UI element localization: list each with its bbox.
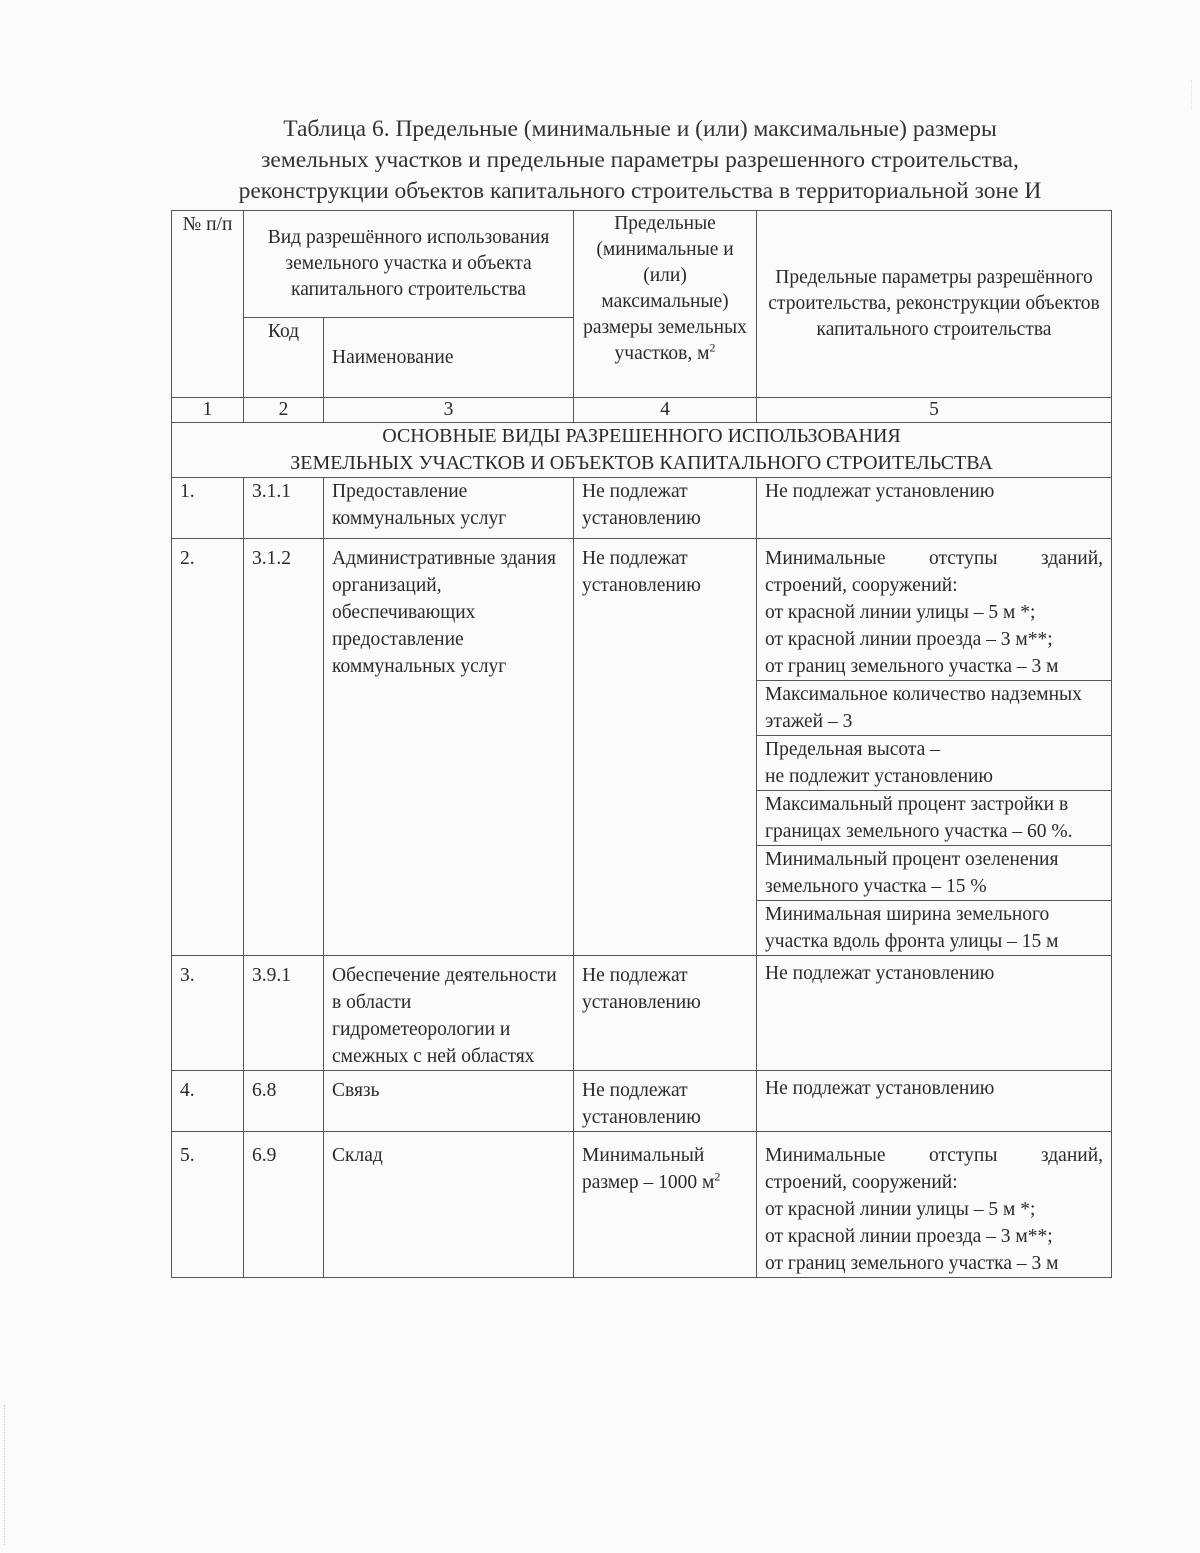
column-number: 3 [324,398,574,423]
row-params-setbacks [757,1132,1112,1278]
row-size: Не подлежат установлению [574,539,757,956]
section-title-line-1: ОСНОВНЫЕ ВИДЫ РАЗРЕШЕННОГО ИСПОЛЬЗОВАНИЯ [382,425,901,447]
column-number: 5 [757,398,1112,423]
row-size: Не подлежат установлению [574,1071,757,1132]
row-size-text: Минимальный размер – 1000 м [582,1145,715,1193]
header-vid: Вид разрешённого использования земельного участка и объекта капитального строительства [244,211,574,318]
header-num: № п/п [172,211,244,398]
column-numbers-row [172,398,1112,423]
table-row [172,1071,1112,1132]
row-name: Предоставление коммунальных услуг [324,478,574,539]
params-line: от красной линии улицы – 5 м *; [765,1199,1036,1220]
title-line-1: Таблица 6. Предельные (минимальные и (или) максимальные) размеры [283,116,997,142]
header-sizes-text: Предельные (минимальные и (или) максимальные) размеры земельных участков, м [583,213,747,364]
row-params-height [757,736,1112,791]
title-line-2: земельных участков и предельные параметры разрешенного строительства, [261,147,1019,173]
title-line-3: реконструкции объектов капитального строительства в территориальной зоне И [238,178,1042,204]
section-title-line-2: ЗЕМЕЛЬНЫХ УЧАСТКОВ И ОБЪЕКТОВ КАПИТАЛЬНОГО СТРОИТЕЛЬСТВА [290,452,993,474]
header-code: Код [244,317,324,397]
table-row [172,956,1112,1071]
header-sizes-sup: 2 [709,340,716,355]
zone-parameters-table [171,210,1112,1278]
row-code: 3.9.1 [244,956,324,1071]
params-line: от красной линии проезда – 3 м**; [765,629,1053,650]
row-code: 6.8 [244,1071,324,1132]
row-name: Административные здания организаций, обеспечивающих предоставление коммунальных услуг [324,539,574,956]
table-row [172,539,1112,681]
header-sizes [574,211,757,398]
section-row [172,423,1112,478]
params-line: не подлежит установлению [765,766,993,787]
params-line: от границ земельного участка – 3 м [765,1253,1059,1274]
params-line: от красной линии улицы – 5 м *; [765,602,1036,623]
row-code: 3.1.2 [244,539,324,956]
row-params: Не подлежат установлению [757,956,1112,1071]
table-row [172,1132,1112,1278]
header-params: Предельные параметры разрешённого строительства, реконструкции объектов капитального строительства [757,211,1112,398]
row-num: 5. [172,1132,244,1278]
params-line: от границ земельного участка – 3 м [765,656,1059,677]
row-params-width: Минимальная ширина земельного участка вдоль фронта улицы – 15 м [757,901,1112,956]
params-line: Минимальные отступы зданий, строений, сооружений: [765,1145,1104,1193]
row-code: 6.9 [244,1132,324,1278]
column-number: 4 [574,398,757,423]
row-size: Не подлежат установлению [574,478,757,539]
row-params-greenery: Минимальный процент озеленения земельного участка – 15 % [757,846,1112,901]
row-params-density: Максимальный процент застройки в границах земельного участка – 60 %. [757,791,1112,846]
row-name: Обеспечение деятельности в области гидрометеорологии и смежных с ней областях [324,956,574,1071]
column-number: 2 [244,398,324,423]
section-title [172,423,1112,478]
row-name: Связь [324,1071,574,1132]
row-num: 4. [172,1071,244,1132]
row-size: Не подлежат установлению [574,956,757,1071]
params-line: от красной линии проезда – 3 м**; [765,1226,1053,1247]
table-title [160,114,1120,207]
row-params: Не подлежат установлению [757,478,1112,539]
row-num: 1. [172,478,244,539]
row-code: 3.1.1 [244,478,324,539]
column-number: 1 [172,398,244,423]
table-row [172,478,1112,539]
params-line: Минимальные отступы зданий, строений, сооружений: [765,548,1104,596]
header-name: Наименование [324,317,574,397]
row-size [574,1132,757,1278]
scan-margin-marks [1191,80,1194,110]
row-size-sup: 2 [714,1169,721,1184]
scan-margin-marks [4,1405,9,1545]
row-num: 2. [172,539,244,956]
row-params: Не подлежат установлению [757,1071,1112,1132]
row-name: Склад [324,1132,574,1278]
params-line: Предельная высота – [765,739,940,760]
header-row-1 [172,211,1112,318]
row-params-setbacks [757,539,1112,681]
row-params-floors: Максимальное количество надземных этажей – 3 [757,681,1112,736]
row-num: 3. [172,956,244,1071]
